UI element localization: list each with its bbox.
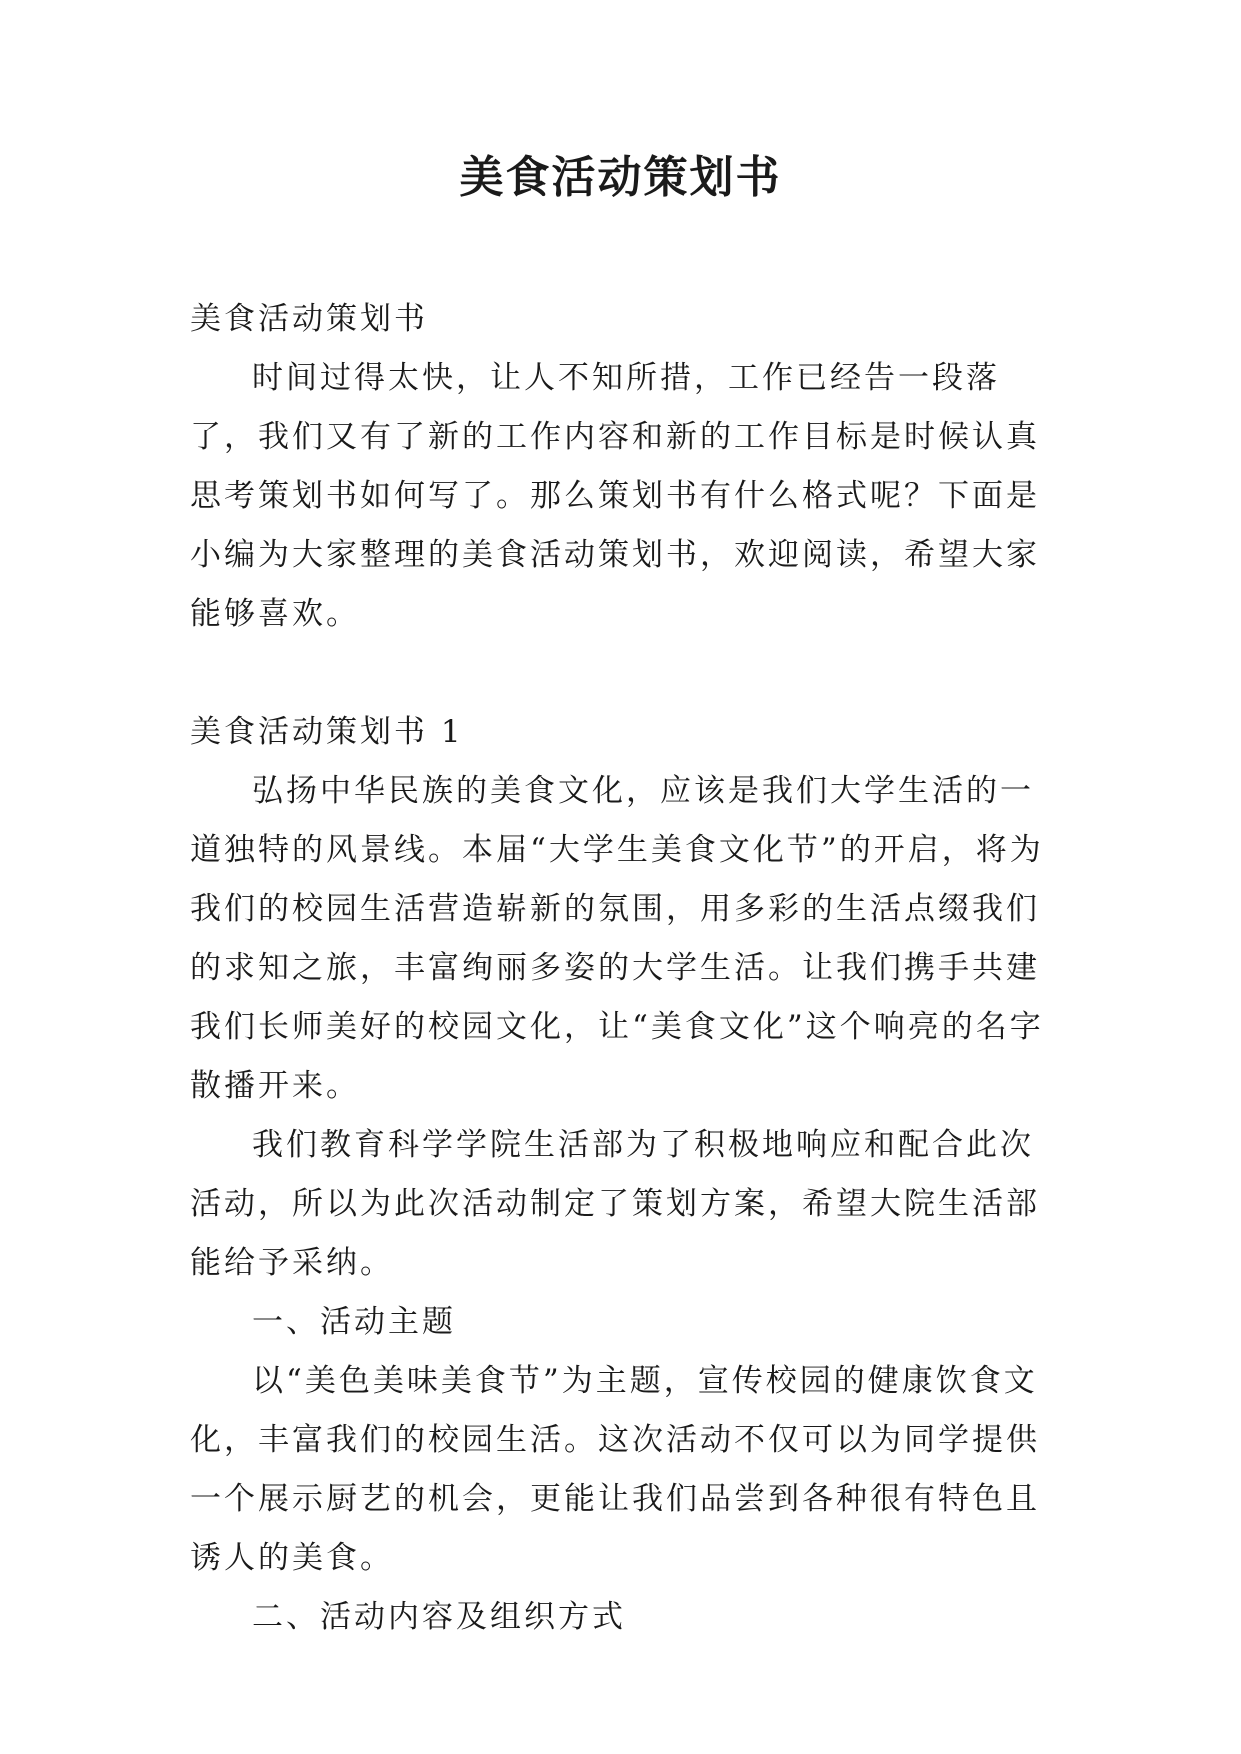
section1-paragraph-1: 弘扬中华民族的美食文化，应该是我们大学生活的一道独特的风景线。本届“大学生美食文化节”的开启，将为我们的校园生活营造崭新的氛围，用多彩的生活点缀我们的求知之旅，丰富绚丽多姿的大学生活。让我们携手共建我们长师美好的校园文化，让“美食文化”这个响亮的名字散播开来。	[190, 773, 1044, 1104]
section1-heading: 美食活动策划书 1	[190, 714, 464, 750]
subheading-activity-theme: 一、活动主题	[252, 1304, 456, 1340]
subheading-activity-content: 二、活动内容及组织方式	[252, 1599, 626, 1635]
document-body	[190, 290, 1060, 1647]
activity-theme-paragraph: 以“美色美味美食节”为主题，宣传校园的健康饮食文化，丰富我们的校园生活。这次活动不仅可以为同学提供一个展示厨艺的机会，更能让我们品尝到各种很有特色且诱人的美食。	[190, 1363, 1040, 1576]
paragraph-spacer	[190, 644, 1060, 703]
document-title: 美食活动策划书	[459, 152, 782, 203]
section1-paragraph-2: 我们教育科学学院生活部为了积极地响应和配合此次活动，所以为此次活动制定了策划方案，希望大院生活部能给予采纳。	[190, 1127, 1040, 1281]
intro-paragraph: 时间过得太快，让人不知所措，工作已经告一段落了，我们又有了新的工作内容和新的工作目标是时候认真思考策划书如何写了。那么策划书有什么格式呢？下面是小编为大家整理的美食活动策划书，欢迎阅读，希望大家能够喜欢。	[190, 360, 1040, 632]
intro-heading: 美食活动策划书	[190, 301, 428, 337]
